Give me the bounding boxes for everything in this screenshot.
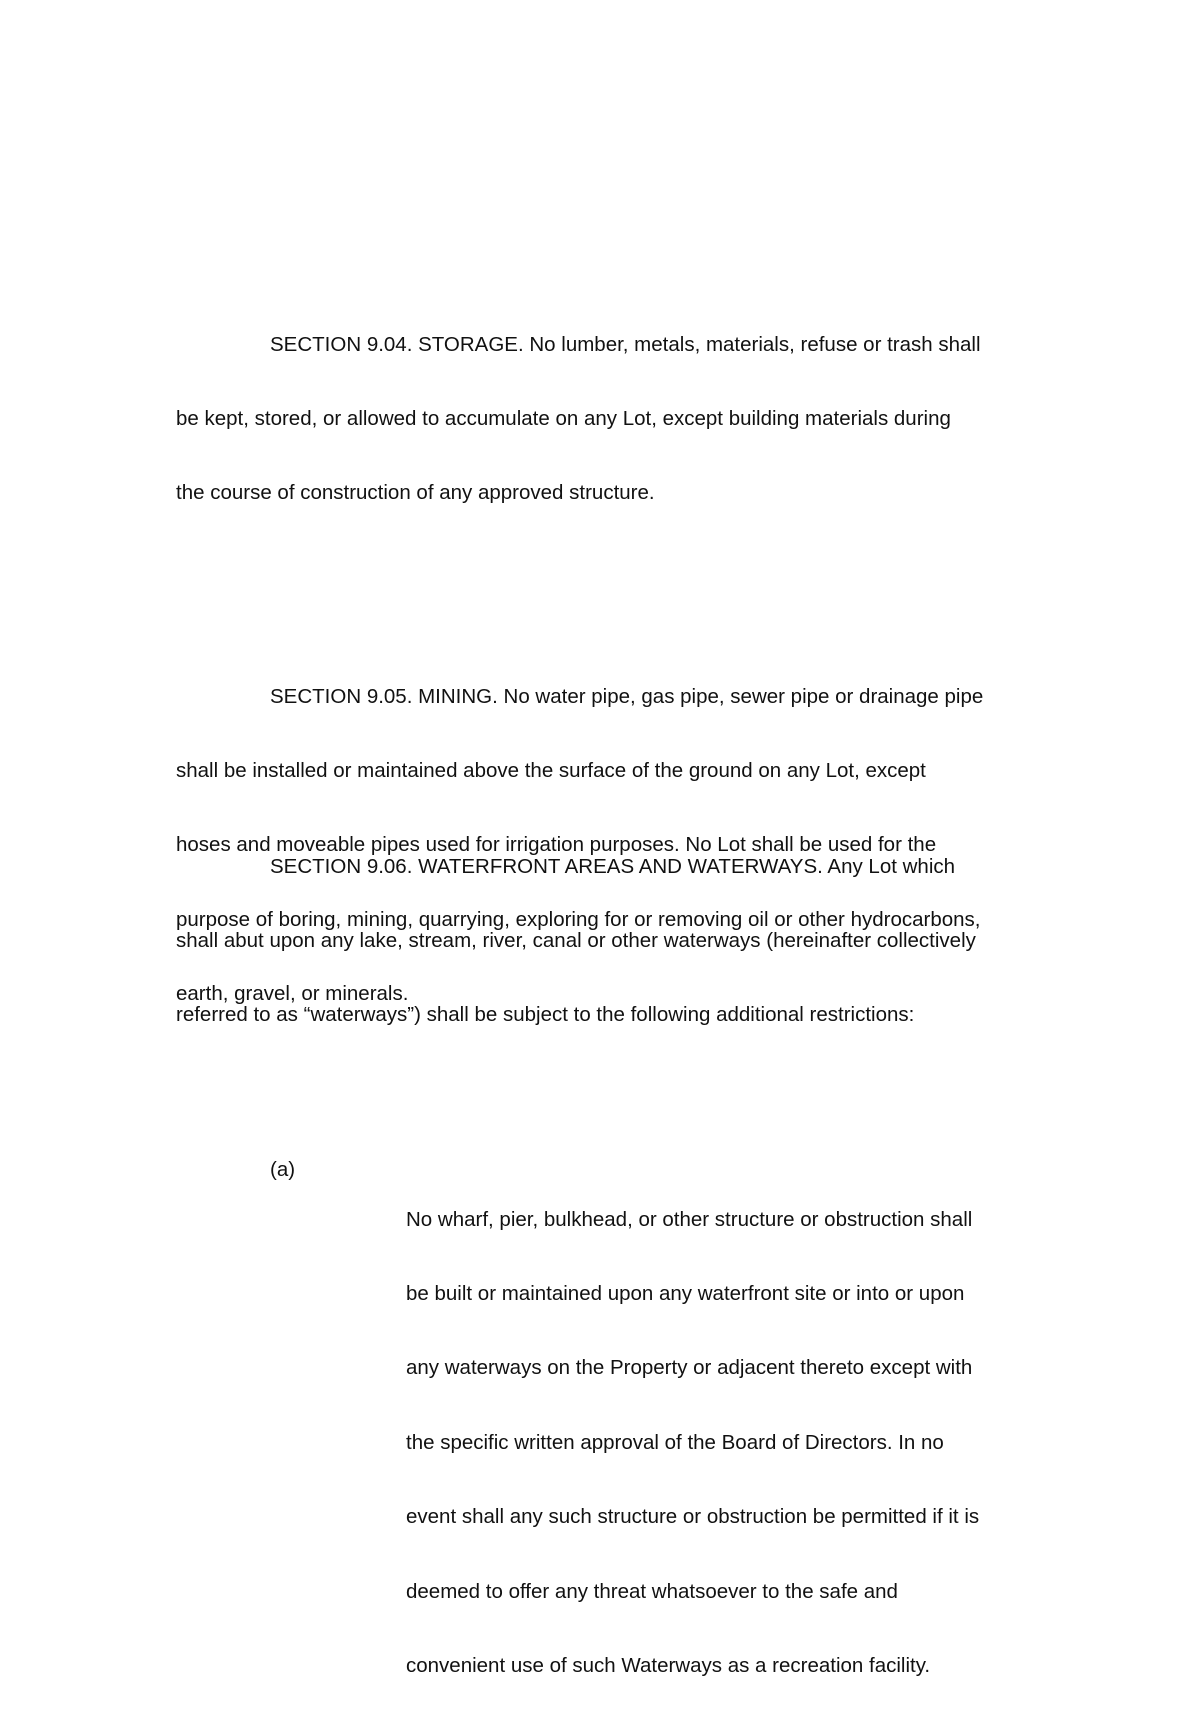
paragraph-line: shall be installed or maintained above the surface of the ground on any Lot, except	[176, 758, 926, 782]
section-9-06-waterfront	[176, 805, 1036, 1078]
list-item-line: deemed to offer any threat whatsoever to the safe and	[406, 1579, 898, 1603]
list-item-a-text	[406, 1158, 1026, 1728]
list-item-line: be built or maintained upon any waterfront site or into or upon	[406, 1281, 965, 1305]
list-item-line: the specific written approval of the Board of Directors. In no	[406, 1430, 944, 1454]
paragraph-line: hoses and moveable pipes used for irrigation purposes. No Lot shall be used for the	[176, 833, 937, 857]
paragraph-line: purpose of boring, mining, quarrying, exploring for or removing oil or other hydrocarbons,	[176, 907, 981, 931]
paragraph-line: shall abut upon any lake, stream, river, canal or other waterways (hereinafter collectively	[176, 928, 976, 952]
paragraph-line: referred to as “waterways”) shall be subject to the following additional restrictions:	[176, 1003, 915, 1027]
list-item-line: No wharf, pier, bulkhead, or other structure or obstruction shall	[406, 1207, 973, 1231]
paragraph-line: the course of construction of any approved structure.	[176, 481, 655, 505]
list-item-line: event shall any such structure or obstruction be permitted if it is	[406, 1505, 980, 1529]
paragraph-line: SECTION 9.04. STORAGE. No lumber, metals, materials, refuse or trash shall	[270, 332, 981, 356]
paragraph-line: SECTION 9.06. WATERFRONT AREAS AND WATERWAYS. Any Lot which	[270, 854, 956, 878]
paragraph-line: earth, gravel, or minerals.	[176, 982, 409, 1006]
paragraph-line: be kept, stored, or allowed to accumulate on any Lot, except building materials during	[176, 406, 951, 430]
list-item-marker: (a)	[270, 1158, 296, 1181]
paragraph-line: SECTION 9.05. MINING. No water pipe, gas pipe, sewer pipe or drainage pipe	[270, 684, 984, 708]
list-item-line: convenient use of such Waterways as a recreation facility.	[406, 1653, 931, 1677]
section-9-04-storage	[176, 283, 1036, 556]
list-item-line: any waterways on the Property or adjacent thereto except with	[406, 1356, 973, 1380]
